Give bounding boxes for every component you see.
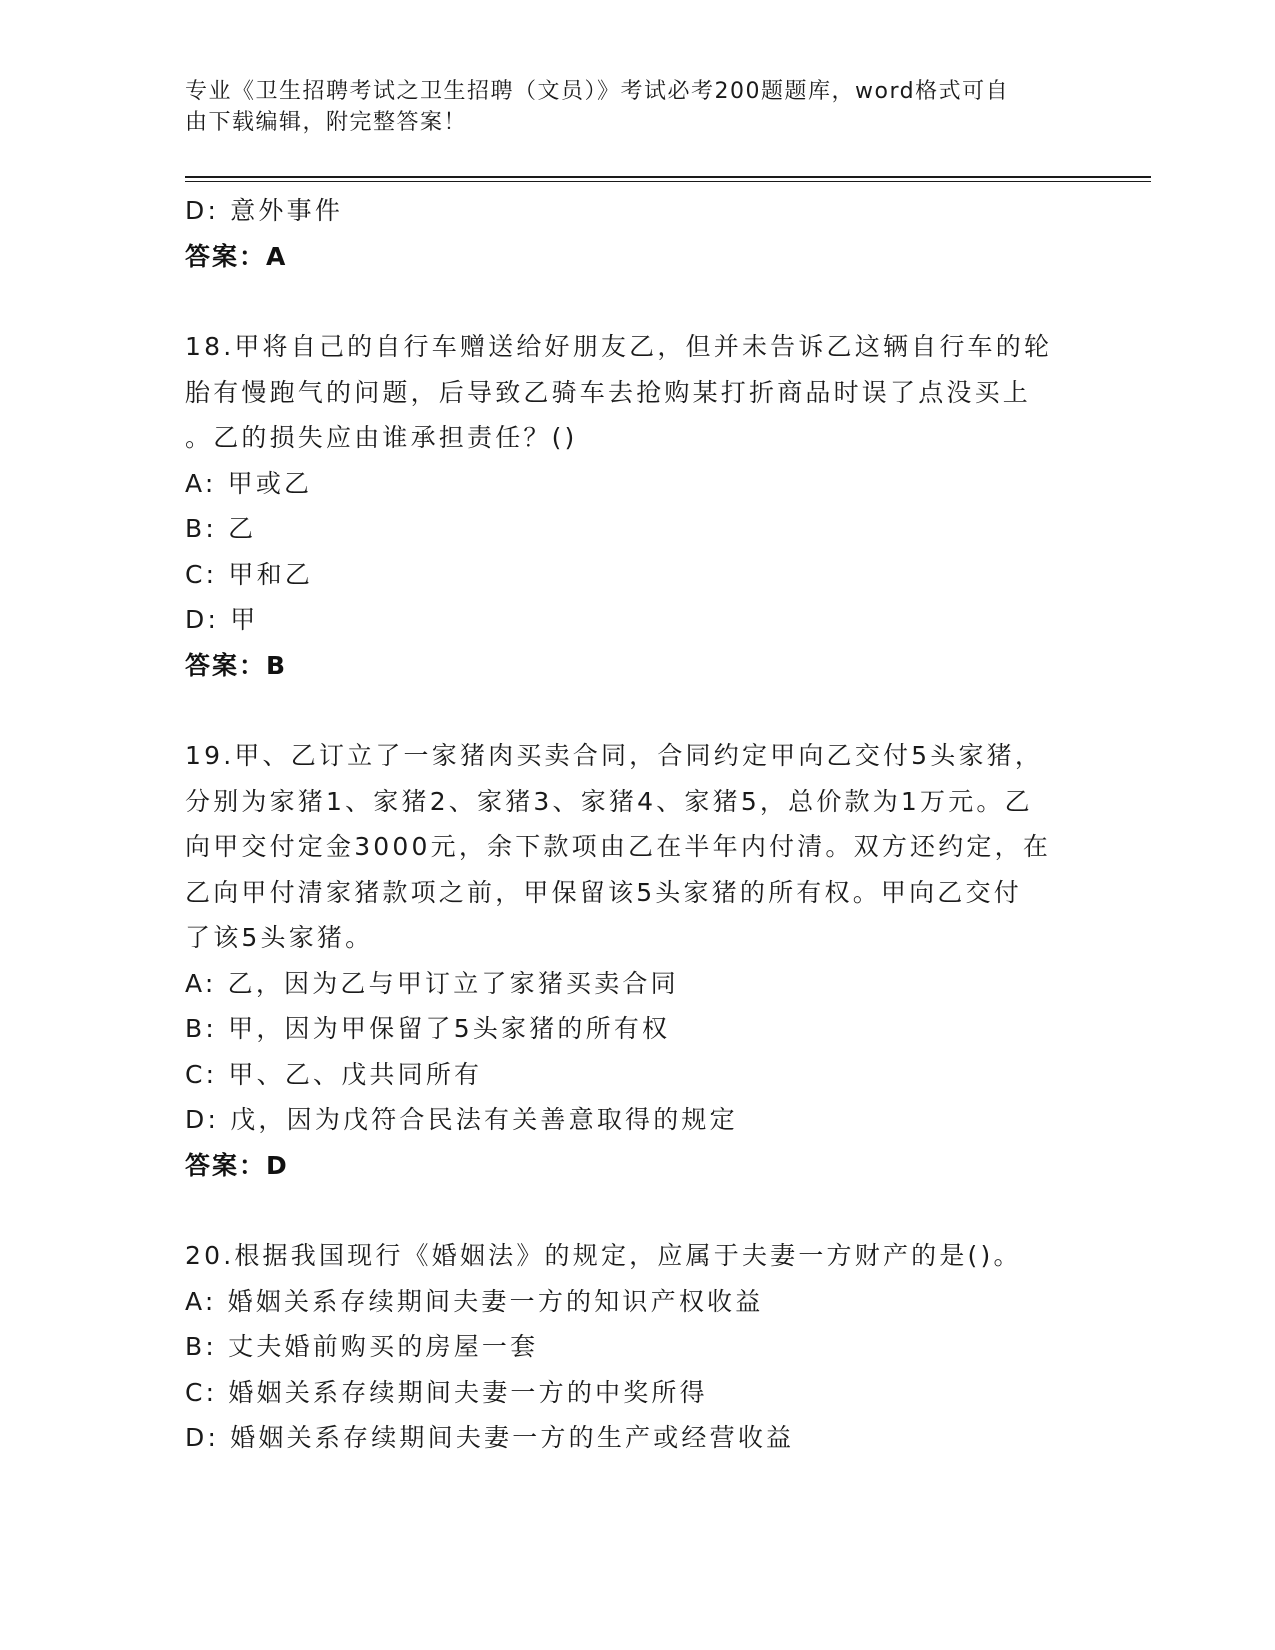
question-19-stem-line: 了该5头家猪。: [185, 923, 374, 952]
question-19-option-a: A: 乙，因为乙与甲订立了家猪买卖合同: [185, 968, 679, 998]
question-19-stem-line: 向甲交付定金3000元，余下款项由乙在半年内付清。双方还约定，在: [185, 832, 1052, 861]
question-19-stem-line: 乙向甲付清家猪款项之前，甲保留该5头家猪的所有权。甲向乙交付: [185, 877, 1022, 907]
header-line-1: 专业《卫生招聘考试之卫生招聘（文员）》考试必考200题题库，word格式可自: [185, 79, 1010, 104]
question-20-option-c: C: 婚姻关系存续期间夫妻一方的中奖所得: [185, 1377, 708, 1407]
page-header: [185, 76, 1065, 138]
question-18-option-d: D: 甲: [185, 605, 259, 634]
question-20-option-a: A: 婚姻关系存续期间夫妻一方的知识产权收益: [185, 1286, 764, 1316]
prev-option-d: D: 意外事件: [185, 196, 344, 225]
question-20-option-b: B: 丈夫婚前购买的房屋一套: [185, 1332, 539, 1361]
spacer: [185, 1188, 1085, 1233]
question-18-option-a: A: 甲或乙: [185, 468, 313, 498]
spacer: [185, 279, 1085, 324]
question-18-stem-line: 胎有慢跑气的问题，后导致乙骑车去抢购某打折商品时误了点没买上: [185, 377, 1032, 407]
question-18-stem-line: 。乙的损失应由谁承担责任？(): [185, 423, 578, 452]
question-19-answer: 答案：D: [185, 1150, 289, 1180]
question-20-stem: [185, 1233, 1075, 1279]
question-18-answer: 答案：B: [185, 650, 288, 680]
question-18-stem-line: 18.甲将自己的自行车赠送给好朋友乙，但并未告诉乙这辆自行车的轮: [185, 332, 1053, 361]
header-line-2: 由下载编辑，附完整答案！: [185, 110, 468, 135]
spacer: [185, 688, 1085, 733]
question-content: [185, 188, 1085, 1461]
question-20-stem-line: 20.根据我国现行《婚姻法》的规定，应属于夫妻一方财产的是()。: [185, 1241, 1022, 1270]
question-18-stem: [185, 324, 1075, 461]
question-19-option-c: C: 甲、乙、戊共同所有: [185, 1059, 483, 1089]
question-19-stem-line: 分别为家猪1、家猪2、家猪3、家猪4、家猪5，总价款为1万元。乙: [185, 786, 1033, 816]
header-divider-thin: [185, 181, 1151, 182]
question-19-stem: [185, 733, 1075, 961]
question-19-stem-line: 19.甲、乙订立了一家猪肉买卖合同，合同约定甲向乙交付5头家猪，: [185, 741, 1044, 770]
question-19-option-b: B: 甲，因为甲保留了5头家猪的所有权: [185, 1014, 671, 1043]
prev-answer: 答案：A: [185, 241, 288, 271]
question-19-option-d: D: 戊，因为戊符合民法有关善意取得的规定: [185, 1105, 738, 1134]
header-divider-thick: [185, 176, 1151, 178]
question-18-option-b: B: 乙: [185, 514, 257, 543]
question-18-option-c: C: 甲和乙: [185, 559, 314, 589]
question-20-option-d: D: 婚姻关系存续期间夫妻一方的生产或经营收益: [185, 1423, 795, 1452]
